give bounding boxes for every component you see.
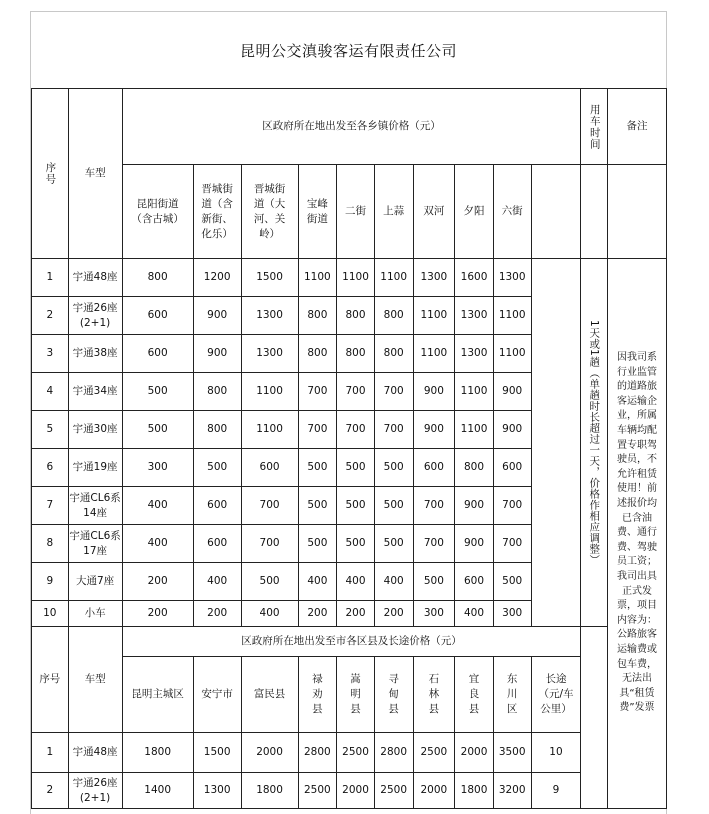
price-cell: 1200 [193,259,241,297]
price-cell: 400 [241,601,298,627]
price-cell: 900 [413,411,455,449]
price-cell: 700 [374,411,413,449]
price-cell: 2000 [413,773,455,809]
price-cell: 1300 [493,259,531,297]
price-cell: 3500 [493,733,531,773]
price-cell: 500 [413,563,455,601]
price-cell: 700 [298,373,337,411]
price-cell: 500 [374,487,413,525]
town-col-5: 上蒜 [374,165,413,259]
header-vehicle: 车型 [68,89,122,259]
price-cell: 800 [455,449,494,487]
price-cell: 2800 [298,733,337,773]
price-cell: 500 [122,373,193,411]
row-vehicle: 宇通48座 [68,733,122,773]
price-cell: 400 [298,563,337,601]
price-cell: 900 [455,525,494,563]
usage-time-note: 1天或1趟（单趟时长超过一天，价格作相应调整） [588,319,601,566]
sheet-title: 昆明公交滇骏客运有限责任公司 [239,41,457,60]
row-seq: 5 [32,411,69,449]
row-vehicle: 宇通26座(2+1) [68,773,122,809]
row-seq: 4 [32,373,69,411]
price-cell: 400 [122,525,193,563]
price-cell: 200 [193,601,241,627]
row-vehicle: 宇通19座 [68,449,122,487]
price-cell: 9 [531,773,581,809]
price-cell: 600 [193,525,241,563]
town-col-7: 夕阳 [455,165,494,259]
price-cell: 900 [455,487,494,525]
price-cell: 1300 [193,773,241,809]
price-cell: 1800 [455,773,494,809]
price-cell: 800 [298,297,337,335]
county-col-2: 富民县 [241,657,298,733]
price-cell: 3200 [493,773,531,809]
price-cell: 800 [193,373,241,411]
price-cell: 500 [122,411,193,449]
town-col-1: 晋城街道（含新街、化乐） [193,165,241,259]
price-cell: 1100 [241,373,298,411]
county-col-1: 安宁市 [193,657,241,733]
price-cell: 2800 [374,733,413,773]
row-seq: 9 [32,563,69,601]
row-seq: 3 [32,335,69,373]
price-cell: 200 [122,563,193,601]
row-vehicle: 宇通48座 [68,259,122,297]
town-blank-column [531,259,581,627]
price-cell: 2500 [413,733,455,773]
price-cell: 2000 [241,733,298,773]
town-col-3: 宝峰街道 [298,165,337,259]
county-col-3: 禄劝县 [298,657,337,733]
row-seq: 2 [32,773,69,809]
price-cell: 200 [337,601,375,627]
row-vehicle: 宇通CL6系17座 [68,525,122,563]
county-columns-row [32,657,667,733]
price-cell: 800 [374,297,413,335]
price-cell: 1300 [241,297,298,335]
price-cell: 2500 [337,733,375,773]
price-cell: 1500 [193,733,241,773]
price-cell: 1100 [413,335,455,373]
price-cell: 900 [413,373,455,411]
row-seq: 7 [32,487,69,525]
price-cell: 700 [413,525,455,563]
price-cell: 2500 [374,773,413,809]
price-cell: 500 [298,449,337,487]
price-cell: 900 [193,297,241,335]
price-cell: 700 [337,411,375,449]
county-usage-blank [581,627,607,809]
price-cell: 1100 [493,297,531,335]
price-cell: 500 [337,449,375,487]
price-cell: 400 [374,563,413,601]
price-cell: 600 [193,487,241,525]
row-seq: 1 [32,259,69,297]
row-vehicle: 宇通CL6系14座 [68,487,122,525]
row-vehicle: 宇通26座(2+1) [68,297,122,335]
price-cell: 300 [493,601,531,627]
row-seq: 8 [32,525,69,563]
price-cell: 500 [298,525,337,563]
price-cell: 1100 [493,335,531,373]
price-cell: 800 [337,297,375,335]
price-cell: 900 [193,335,241,373]
price-cell: 1600 [455,259,494,297]
price-cell: 900 [493,373,531,411]
town-col-blank [531,165,581,259]
price-cell: 800 [337,335,375,373]
price-cell: 2500 [298,773,337,809]
price-cell: 400 [337,563,375,601]
price-cell: 1100 [413,297,455,335]
county-header-vehicle: 车型 [68,627,122,733]
price-cell: 200 [298,601,337,627]
town-col-4: 二街 [337,165,375,259]
table-row [32,259,667,297]
price-cell: 2000 [455,733,494,773]
county-col-0: 昆明主城区 [122,657,193,733]
town-col-6: 双河 [413,165,455,259]
price-cell: 1500 [241,259,298,297]
price-cell: 500 [337,487,375,525]
county-col-9: 长途（元/车公里） [531,657,581,733]
price-cell: 700 [493,487,531,525]
price-table [31,88,667,809]
price-cell: 700 [241,525,298,563]
county-col-7: 宜良县 [455,657,494,733]
price-cell: 400 [193,563,241,601]
row-vehicle: 宇通30座 [68,411,122,449]
usage-time-cell [581,259,607,627]
price-cell: 500 [337,525,375,563]
price-cell: 800 [193,411,241,449]
price-cell: 700 [413,487,455,525]
table-row [32,773,667,809]
price-cell: 700 [298,411,337,449]
price-cell: 1100 [298,259,337,297]
price-cell: 1100 [455,373,494,411]
price-cell: 500 [298,487,337,525]
row-seq: 2 [32,297,69,335]
row-vehicle: 大通7座 [68,563,122,601]
price-cell: 700 [241,487,298,525]
price-cell: 500 [374,449,413,487]
header-remarks: 备注 [607,89,666,165]
price-cell: 200 [122,601,193,627]
price-cell: 1300 [241,335,298,373]
price-cell: 500 [241,563,298,601]
price-cell: 900 [493,411,531,449]
county-col-8: 东川区 [493,657,531,733]
price-cell: 1800 [241,773,298,809]
county-col-5: 寻甸县 [374,657,413,733]
price-cell: 600 [122,297,193,335]
header-seq-label: 序号 [44,162,57,185]
header-town-price: 区政府所在地出发至各乡镇价格（元） [122,89,581,165]
price-sheet [30,11,667,814]
price-cell: 1100 [241,411,298,449]
price-cell: 400 [455,601,494,627]
header-usage-time-label: 用车时间 [588,103,601,150]
price-cell: 800 [298,335,337,373]
table-row [32,733,667,773]
price-cell: 1300 [455,335,494,373]
header-seq [32,89,69,259]
remarks-cell [607,259,666,809]
price-cell: 1100 [455,411,494,449]
price-cell: 700 [493,525,531,563]
price-cell: 600 [241,449,298,487]
town-col-2: 晋城街道（大河、关岭） [241,165,298,259]
price-cell: 1300 [413,259,455,297]
price-cell: 1100 [337,259,375,297]
price-cell: 500 [374,525,413,563]
price-cell: 10 [531,733,581,773]
remarks-note: 因我司系行业监管的道路旅客运输企业，所属车辆均配置专职驾驶员，不允许租赁使用！前述报价均已含油费、通行费、驾驶员工资；我司出具正式发票，项目内容为：公路旅客运输费或包车费，无法出具“租赁费”发票 [616,352,657,714]
row-seq: 10 [32,601,69,627]
price-cell: 300 [413,601,455,627]
price-cell: 700 [337,373,375,411]
county-col-4: 嵩明县 [337,657,375,733]
county-col-6: 石林县 [413,657,455,733]
price-cell: 600 [455,563,494,601]
row-vehicle: 小车 [68,601,122,627]
price-cell: 500 [493,563,531,601]
row-seq: 1 [32,733,69,773]
row-vehicle: 宇通34座 [68,373,122,411]
price-cell: 600 [122,335,193,373]
price-cell: 1400 [122,773,193,809]
price-cell: 1300 [455,297,494,335]
price-cell: 300 [122,449,193,487]
remarks-blank [607,165,666,259]
county-header-seq: 序号 [32,627,69,733]
header-usage-time [581,89,607,165]
price-cell: 500 [193,449,241,487]
usage-blank [581,165,607,259]
row-vehicle: 宇通38座 [68,335,122,373]
price-cell: 1100 [374,259,413,297]
price-cell: 700 [374,373,413,411]
header-county-price: 区政府所在地出发至市各区县及长途价格（元） [122,627,581,657]
town-col-0: 昆阳街道（含古城） [122,165,193,259]
town-col-8: 六街 [493,165,531,259]
price-cell: 800 [122,259,193,297]
price-cell: 800 [374,335,413,373]
price-cell: 400 [122,487,193,525]
row-seq: 6 [32,449,69,487]
price-cell: 600 [493,449,531,487]
town-columns-row [32,165,667,259]
price-cell: 600 [413,449,455,487]
price-cell: 1800 [122,733,193,773]
price-cell: 2000 [337,773,375,809]
price-cell: 200 [374,601,413,627]
